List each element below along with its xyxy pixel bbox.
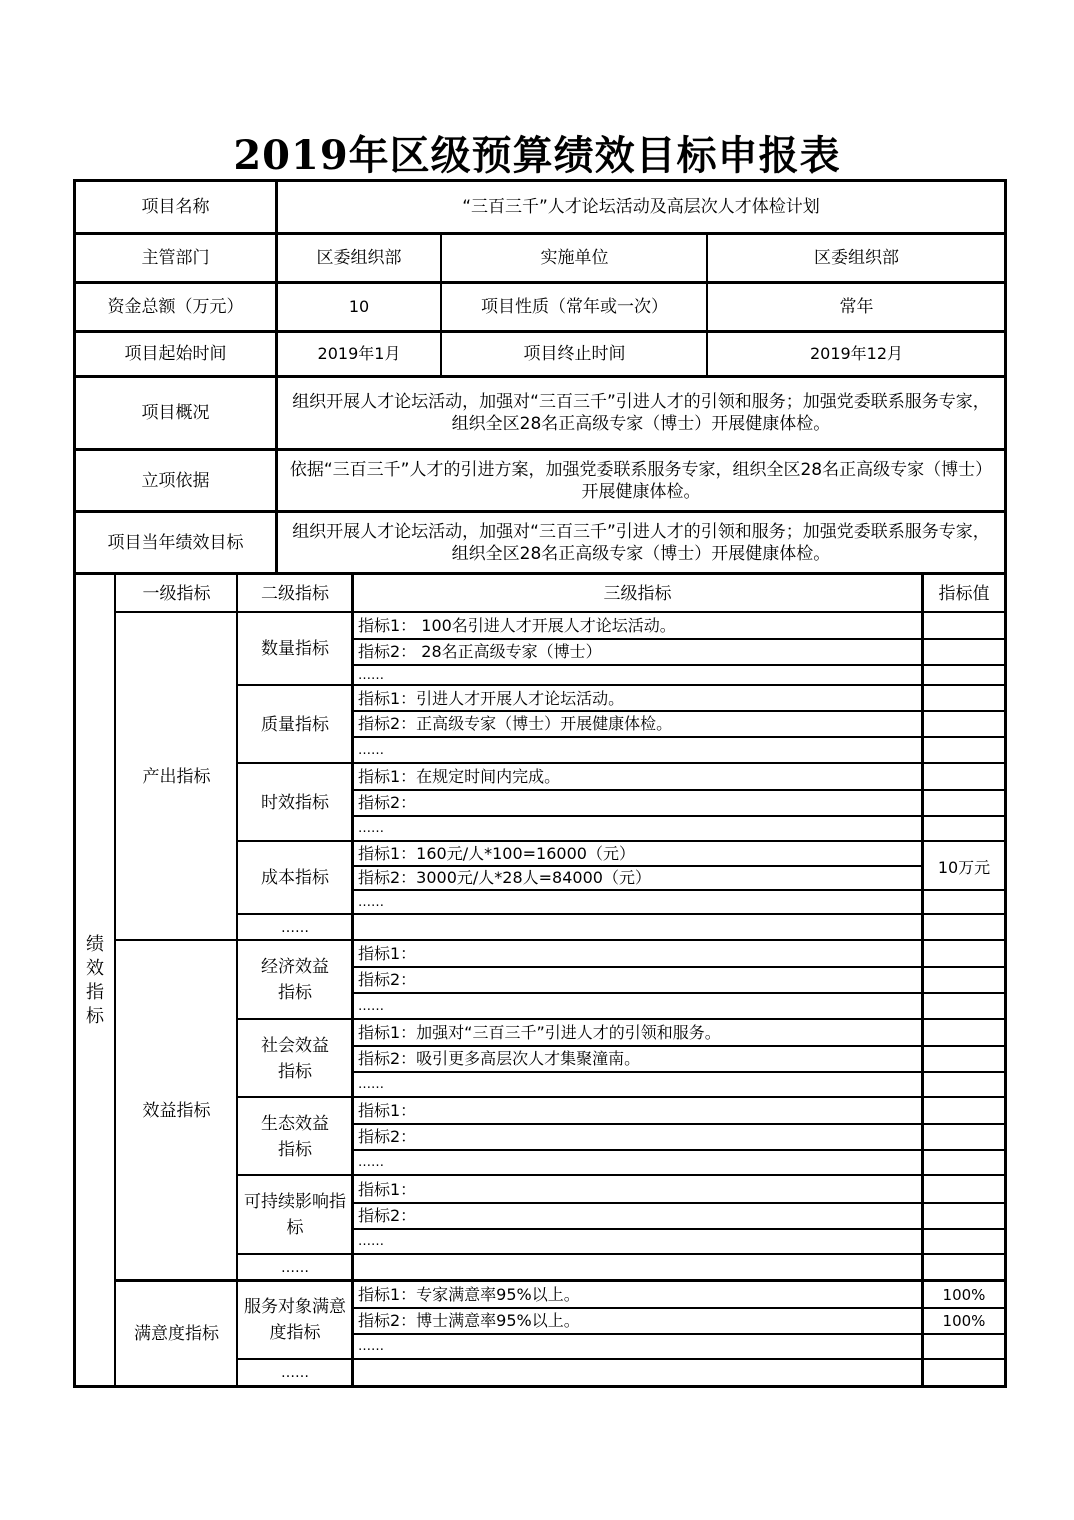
timeliness-item-3: ……	[358, 821, 384, 836]
grid-line	[73, 448, 1007, 451]
grid-line	[351, 889, 1007, 891]
grid-line	[114, 939, 1007, 941]
sustainable-item-3: ……	[358, 1234, 384, 1249]
grid-line	[236, 913, 1007, 915]
grid-line	[351, 789, 1007, 791]
service-value-1: 100%	[942, 1285, 986, 1304]
grid-line	[73, 232, 1007, 235]
grid-line	[351, 638, 1007, 640]
grid-line	[236, 1174, 1007, 1176]
social-item-2: 指标2：吸引更多高层次人才集聚潼南。	[358, 1049, 641, 1068]
grid-line	[236, 1358, 1007, 1360]
page-title: 2019年区级预算绩效目标申报表	[233, 132, 841, 179]
service-label	[238, 1281, 352, 1359]
cost-item-2: 指标2：3000元/人*28人=84000（元）	[358, 868, 651, 887]
grid-line	[351, 736, 1007, 738]
grid-line	[275, 179, 278, 574]
social-item-3: ……	[358, 1077, 384, 1092]
col-level2-header: 二级指标	[261, 583, 329, 604]
ecological-label	[238, 1098, 352, 1175]
col-level1-header: 一级指标	[142, 583, 211, 604]
grid-line	[351, 1202, 1007, 1204]
economic-item-2: 指标2：	[358, 970, 417, 989]
border-top	[73, 179, 1007, 182]
grid-line	[236, 1253, 1007, 1255]
grid-line	[73, 572, 1007, 575]
ecological-label-text: 生态效益指标	[261, 1113, 329, 1160]
nature-label: 项目性质（常年或一次）	[481, 297, 668, 317]
output-more-label: ……	[281, 919, 309, 936]
quality-item-2: 指标2：正高级专家（博士）开展健康体检。	[358, 714, 673, 733]
grid-line	[351, 710, 1007, 712]
dept-label: 主管部门	[141, 248, 210, 268]
quantity-item-3: ……	[358, 667, 384, 683]
unit-label: 实施单位	[540, 248, 609, 268]
grid-line	[236, 762, 1007, 764]
grid-line	[440, 232, 442, 376]
economic-label-text: 经济效益指标	[261, 957, 329, 1003]
timeliness-item-1: 指标1：在规定时间内完成。	[358, 767, 561, 786]
basis-label: 立项依据	[141, 470, 210, 491]
col-value-header: 指标值	[938, 583, 990, 604]
start-label: 项目起始时间	[124, 344, 227, 364]
overview-label: 项目概况	[141, 403, 210, 423]
overview-text: 组织开展人才论坛活动，加强对“三百三千”引进人才的引领和服务；加强党委联系服务专家，组织全区28名正高级专家（博士）开展健康体检。	[292, 392, 990, 434]
grid-line	[351, 664, 1007, 666]
grid-line	[351, 1045, 1007, 1047]
output-label: 产出指标	[142, 766, 211, 787]
service-item-2: 指标2：博士满意率95%以上。	[358, 1311, 580, 1330]
grid-line	[351, 1228, 1007, 1230]
end-label: 项目终止时间	[523, 344, 626, 364]
grid-line	[706, 232, 708, 376]
grid-line	[73, 510, 1007, 513]
grid-line	[351, 1307, 1007, 1309]
grid-line	[351, 1071, 1007, 1073]
benefit-label: 效益指标	[142, 1100, 211, 1121]
quantity-item-2: 指标2： 28名正高级专家（博士）	[358, 642, 602, 661]
grid-line	[114, 573, 116, 1387]
grid-line	[351, 865, 922, 867]
nature-value: 常年	[839, 297, 874, 317]
ecological-item-1: 指标1：	[358, 1101, 417, 1120]
satisfaction-more-label: ……	[281, 1365, 309, 1381]
project-name-value: “三百三千”人才论坛活动及高层次人才体检计划	[462, 197, 820, 217]
quality-label: 质量指标	[261, 714, 329, 735]
border-right	[1004, 179, 1007, 1388]
grid-line	[351, 573, 354, 1387]
service-value-2: 100%	[942, 1312, 986, 1330]
goal-text: 组织开展人才论坛活动，加强对“三百三千”引进人才的引领和服务；加强党委联系服务专家，组织全区28名正高级专家（博士）开展健康体检。	[292, 522, 990, 564]
sustainable-item-1: 指标1：	[358, 1179, 417, 1199]
social-item-1: 指标1：加强对“三百三千”引进人才的引领和服务。	[358, 1023, 721, 1042]
border-left	[73, 179, 76, 1388]
grid-line	[73, 375, 1007, 378]
timeliness-item-2: 指标2：	[358, 793, 417, 812]
ecological-item-2: 指标2：	[358, 1127, 417, 1146]
satisfaction-label: 满意度指标	[134, 1323, 219, 1344]
grid-line	[236, 684, 1007, 686]
grid-line	[351, 1333, 1007, 1335]
funds-value: 10	[348, 297, 370, 316]
grid-line	[114, 611, 1007, 613]
timeliness-label: 时效指标	[261, 792, 329, 813]
sustainable-label	[238, 1176, 352, 1254]
quality-item-3: ……	[358, 742, 384, 758]
section-label	[75, 575, 115, 1386]
unit-value: 区委组织部	[814, 248, 899, 268]
goal-label: 项目当年绩效目标	[107, 533, 244, 553]
economic-item-1: 指标1：	[358, 944, 417, 963]
start-value: 2019年1月	[317, 344, 401, 363]
grid-line	[921, 573, 924, 1387]
social-label	[238, 1020, 352, 1097]
sustainable-item-2: 指标2：	[358, 1206, 417, 1225]
grid-line	[236, 840, 1007, 842]
basis-text: 依据“三百三千”人才的引进方案，加强党委联系服务专家，组织全区28名正高级专家（博士）开展健康体检。	[289, 459, 993, 502]
cost-label: 成本指标	[261, 868, 329, 888]
grid-line	[351, 992, 1007, 994]
grid-line	[351, 1123, 1007, 1125]
grid-line	[236, 1018, 1007, 1020]
economic-label	[238, 941, 352, 1019]
grid-line	[351, 815, 1007, 817]
service-item-3: ……	[358, 1339, 384, 1354]
quantity-label: 数量指标	[261, 639, 329, 659]
grid-line	[73, 281, 1007, 284]
quality-item-1: 指标1：引进人才开展人才论坛活动。	[358, 688, 625, 708]
col-level3-header: 三级指标	[603, 583, 672, 604]
cost-value: 10万元	[937, 857, 991, 877]
service-label-text: 服务对象满意度指标	[244, 1297, 346, 1343]
grid-line	[114, 1279, 1007, 1282]
funds-label: 资金总额（万元）	[107, 297, 244, 317]
social-label-text: 社会效益指标	[261, 1035, 329, 1082]
economic-item-3: ……	[358, 998, 384, 1014]
border-bottom	[73, 1385, 1007, 1388]
dept-value: 区委组织部	[316, 248, 402, 268]
project-name-label: 项目名称	[141, 197, 210, 217]
grid-line	[351, 966, 1007, 968]
benefit-more-label: ……	[281, 1259, 309, 1276]
section-label-text: 绩效指标	[86, 933, 104, 1027]
grid-line	[73, 330, 1007, 333]
grid-line	[236, 1096, 1007, 1098]
ecological-item-3: ……	[358, 1155, 384, 1170]
end-value: 2019年12月	[809, 344, 904, 363]
sustainable-label-text: 可持续影响指标	[244, 1192, 346, 1238]
cost-item-3: ……	[358, 894, 384, 910]
cost-item-1: 指标1：160元/人*100=16000（元）	[358, 844, 635, 863]
grid-line	[351, 1149, 1007, 1151]
quantity-item-1: 指标1： 100名引进人才开展人才论坛活动。	[358, 616, 676, 635]
service-item-1: 指标1：专家满意率95%以上。	[358, 1284, 580, 1304]
grid-line	[236, 573, 238, 1387]
